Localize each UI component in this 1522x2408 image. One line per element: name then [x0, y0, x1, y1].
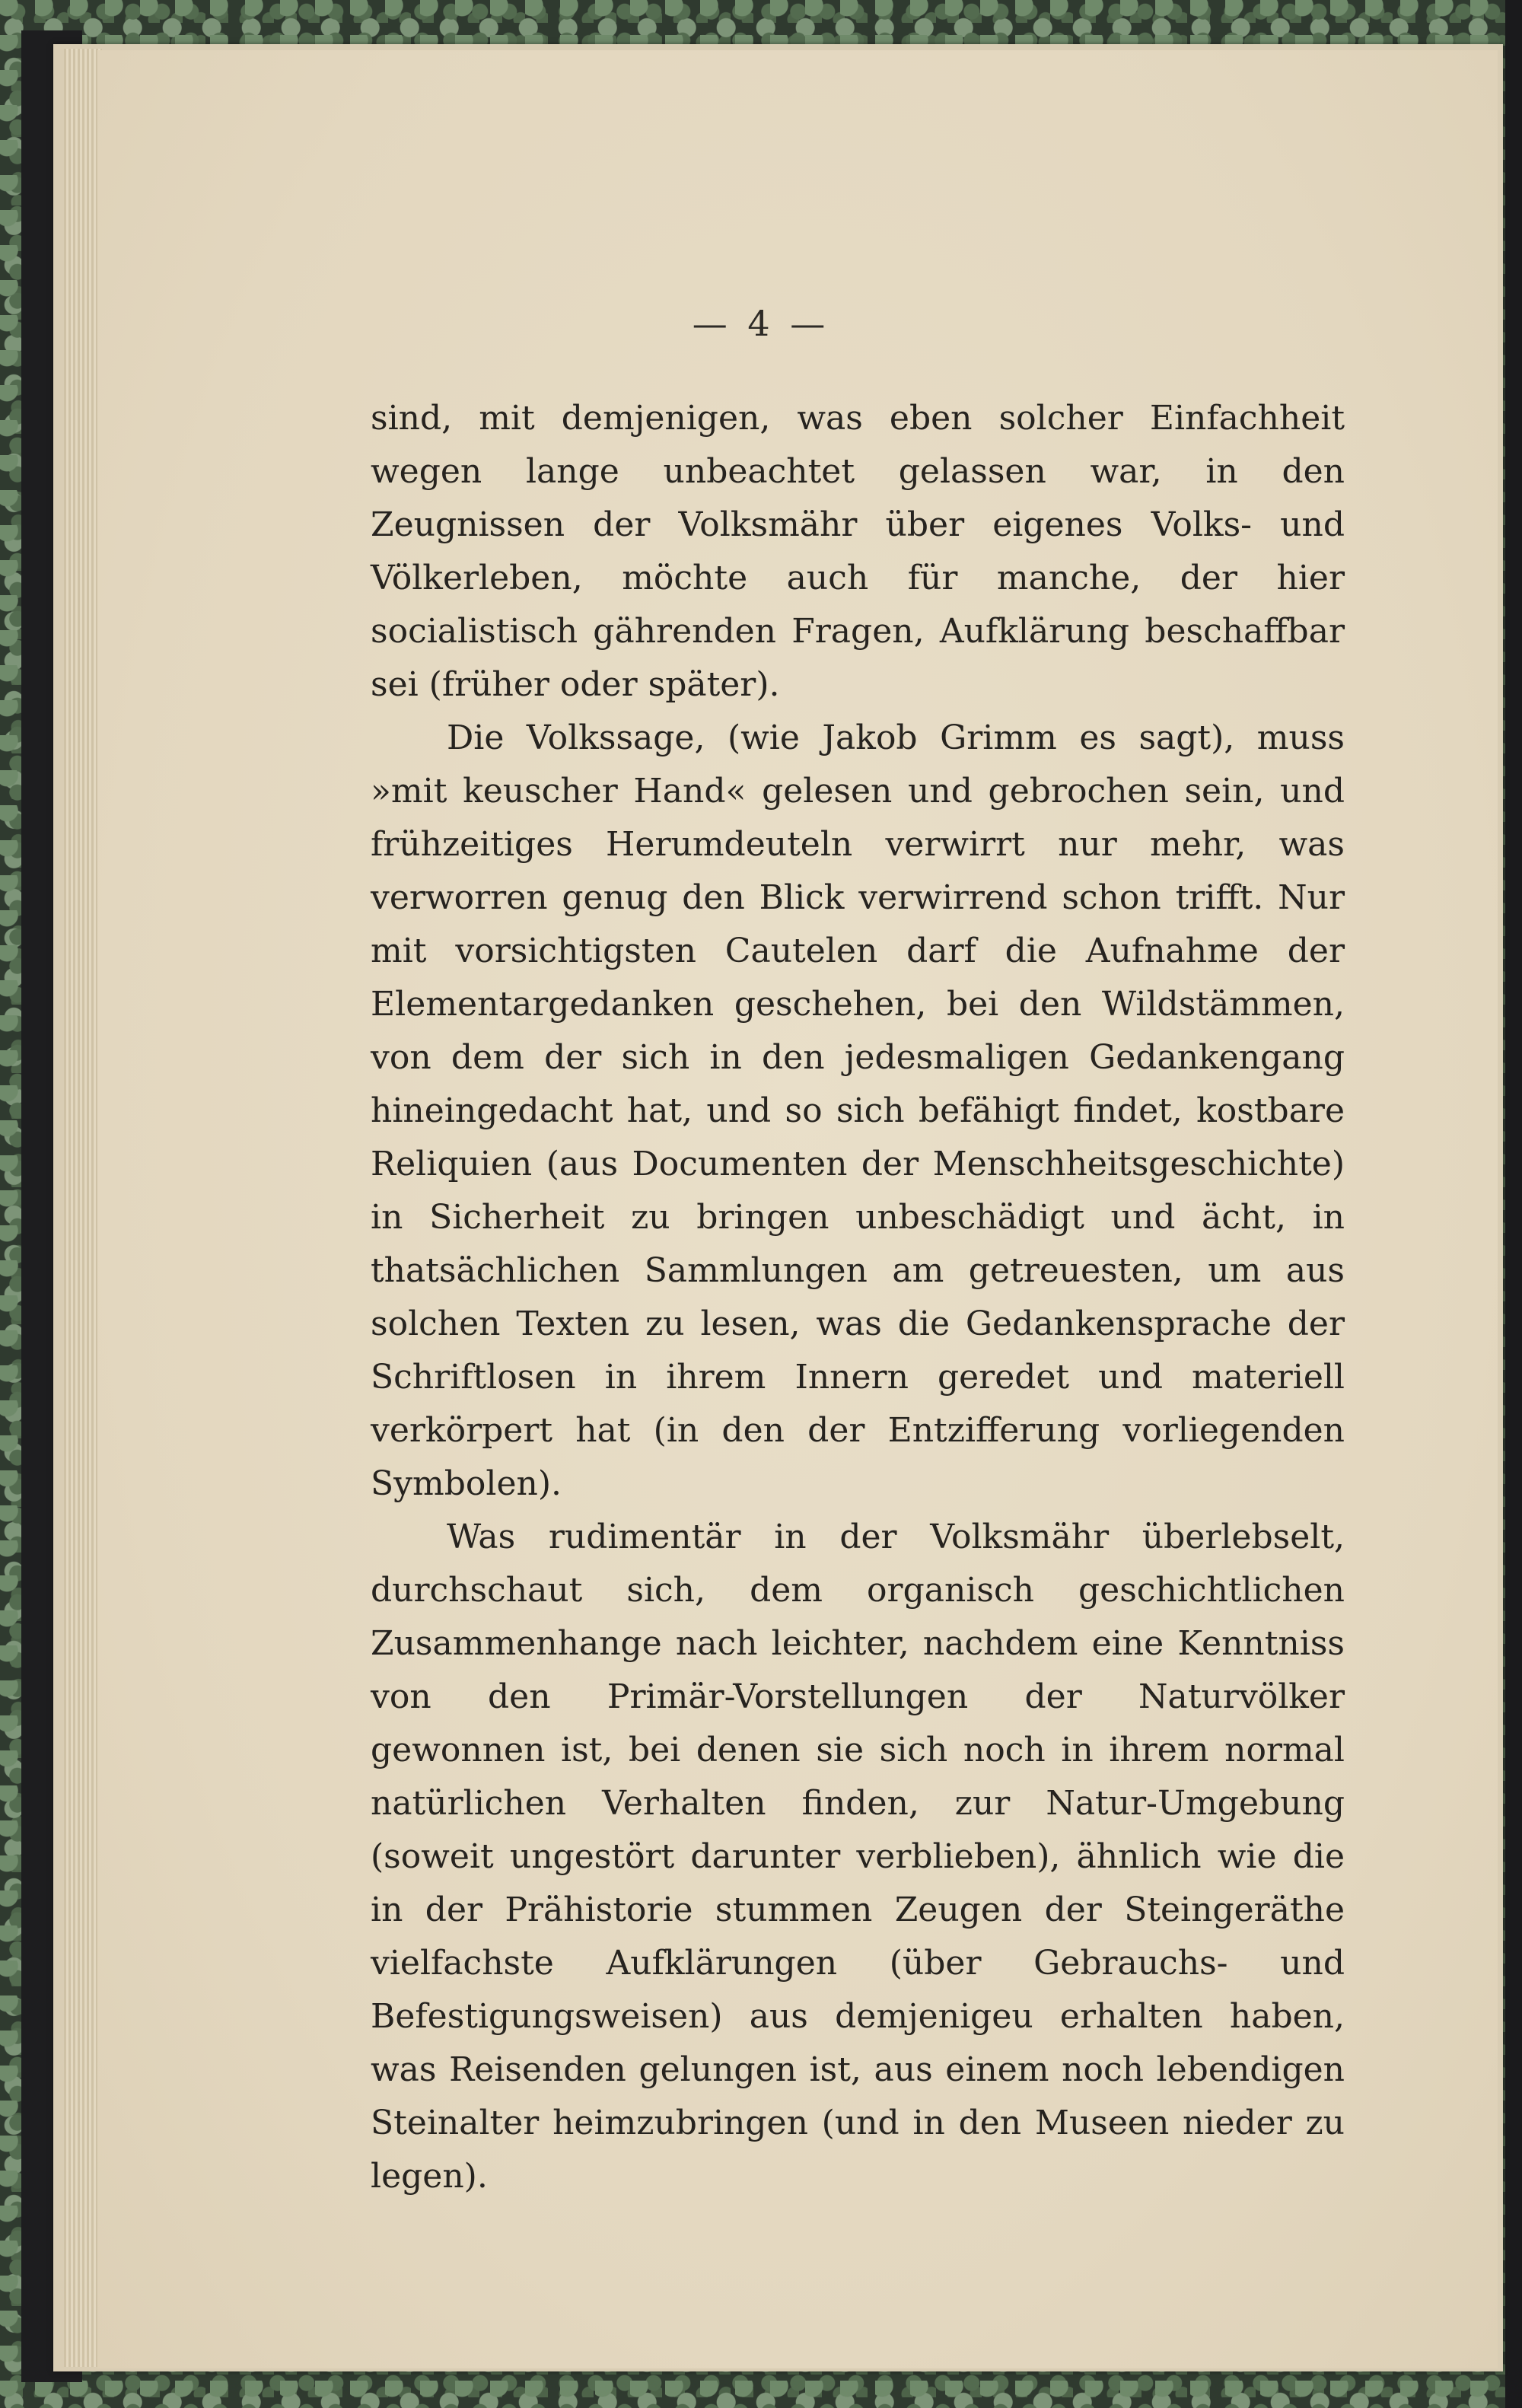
page-edges [64, 49, 102, 2367]
binding-edge [1505, 0, 1522, 2408]
paragraph-3: Was rudimentär in der Volksmähr überlebselt, durchschaut sich, dem organisch geschichtlichen Zusammenhange nach leichter, nachdem eine Kenntniss von den Primär-Vorstellungen der Naturvölker gewonnen ist, bei denen sie sich noch in ihrem normal natürlichen Verhalten finden, zur Natur-Umgebung (soweit ungestört darunter verblieben), ähnlich wie die in der Prähistorie stummen Zeugen der Steingeräthe vielfachste Aufklärungen (über Gebrauchs- und Befestigungsweisen) aus demjenigeu erhalten haben, was Reisenden gelungen ist, aus einem noch lebendigen Steinalter heimzubringen (und in den Museen nieder zu legen). [371, 1518, 1345, 2196]
paragraph-2: Die Volkssage, (wie Jakob Grimm es sagt), muss »mit keuscher Hand« gelesen und gebrochen sein, und frühzeitiges Herumdeuteln verwirrt nur mehr, was verworren genug den Blick verwirrend schon trifft. Nur mit vorsichtigsten Cautelen darf die Aufnahme der Elementargedanken geschehen, bei den Wildstämmen, von dem der sich in den jedesmaligen Gedankengang hineingedacht hat, und so sich befähigt findet, kostbare Reliquien (aus Documenten der Menschheitsgeschichte) in Sicherheit zu bringen unbeschädigt und ächt, in thatsächlichen Sammlungen am getreuesten, um aus solchen Texten zu lesen, was die Gedankensprache der Schriftlosen in ihrem Innern geredet und materiell verkörpert hat (in den der Entzifferung vorliegenden Symbolen). [371, 718, 1345, 1503]
paragraph-1: sind, mit demjenigen, was eben solcher Einfachheit wegen lange unbeachtet gelassen war, in den Zeugnissen der Volksmähr über eigenes Volks- und Völkerleben, möchte auch für manche, der hier socialistisch gährenden Fragen, Aufklärung beschaffbar sei (früher oder später). [371, 399, 1345, 704]
body-text [371, 392, 1345, 2203]
page-number: — 4 — [692, 303, 830, 344]
